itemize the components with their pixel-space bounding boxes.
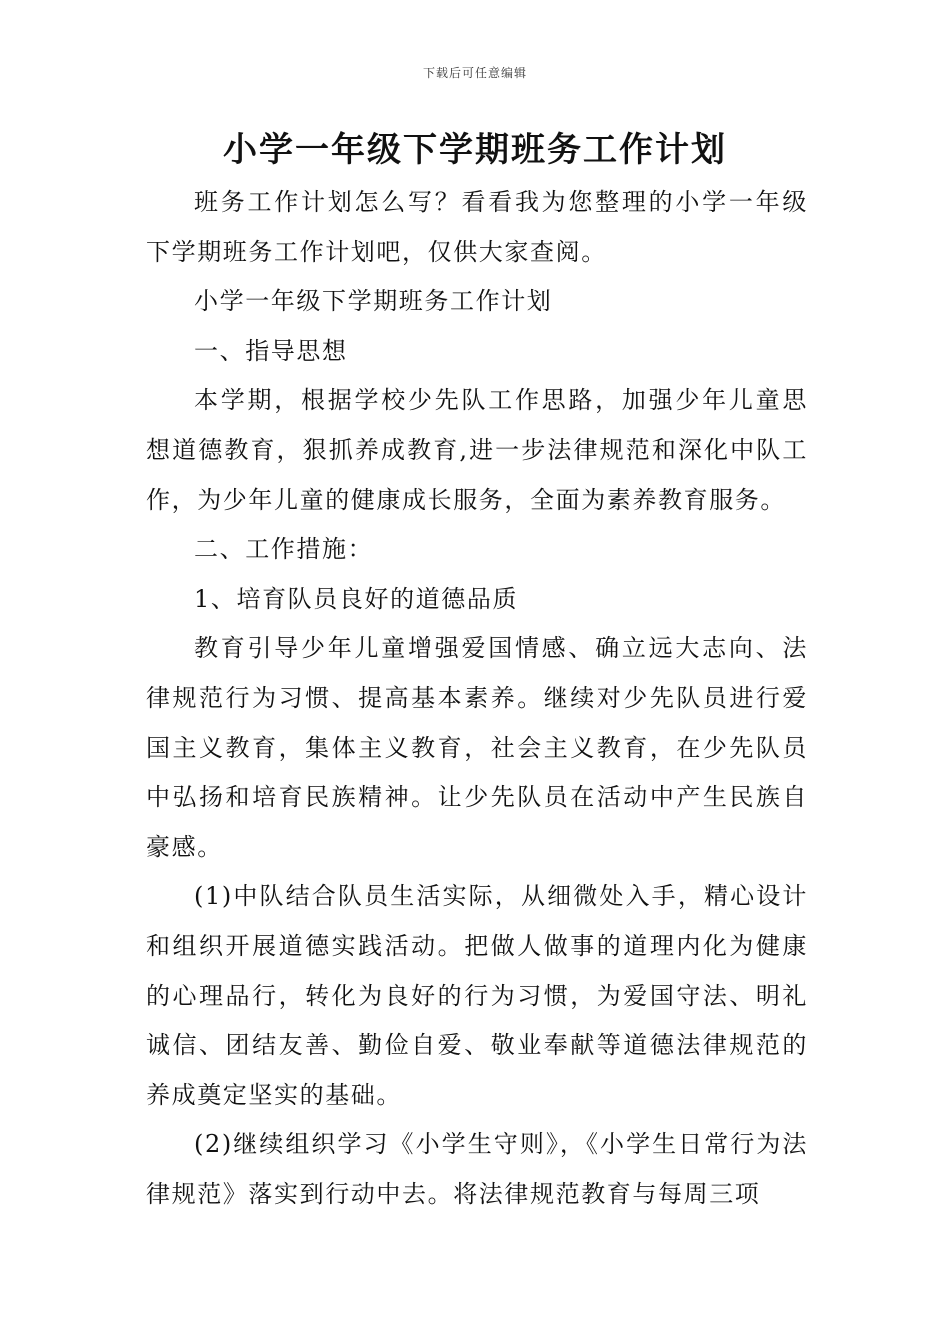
- measure-item-2-paragraph: (2)继续组织学习《小学生守则》，《小学生日常行为法律规范》落实到行动中去。将法律规范教育与每周三项: [146, 1130, 808, 1208]
- document-body: [146, 178, 808, 1219]
- intro-paragraph: 班务工作计划怎么写？看看我为您整理的小学一年级下学期班务工作计划吧，仅供大家查阅。: [146, 188, 808, 266]
- subsection-heading-moral-quality: 1、培育队员良好的道德品质: [194, 584, 519, 613]
- measure-item-1-paragraph: (1)中队结合队员生活实际，从细微处入手，精心设计和组织开展道德实践活动。把做人做事的道理内化为健康的心理品行，转化为良好的行为习惯，为爱国守法、明礼诚信、团结友善、勤俭自爱、敬业奉献等道德法律规范的养成奠定坚实的基础。: [146, 882, 808, 1109]
- subtitle-paragraph: 小学一年级下学期班务工作计划: [194, 287, 553, 316]
- header-note: 下载后可任意编辑: [422, 66, 527, 80]
- guiding-ideology-paragraph: 本学期，根据学校少先队工作思路，加强少年儿童思想道德教育，狠抓养成教育,进一步法律规范和深化中队工作，为少年儿童的健康成长服务，全面为素养教育服务。: [146, 386, 808, 514]
- document-title: 小学一年级下学期班务工作计划: [223, 130, 727, 170]
- section-heading-work-measures: 二、工作措施：: [194, 535, 374, 564]
- moral-quality-paragraph: 教育引导少年儿童增强爱国情感、确立远大志向、法律规范行为习惯、提高基本素养。继续对少先队员进行爱国主义教育，集体主义教育，社会主义教育，在少先队员中弘扬和培育民族精神。让少先队员在活动中产生民族自豪感。: [146, 634, 808, 861]
- section-heading-guiding-ideology: 一、指导思想: [194, 336, 348, 365]
